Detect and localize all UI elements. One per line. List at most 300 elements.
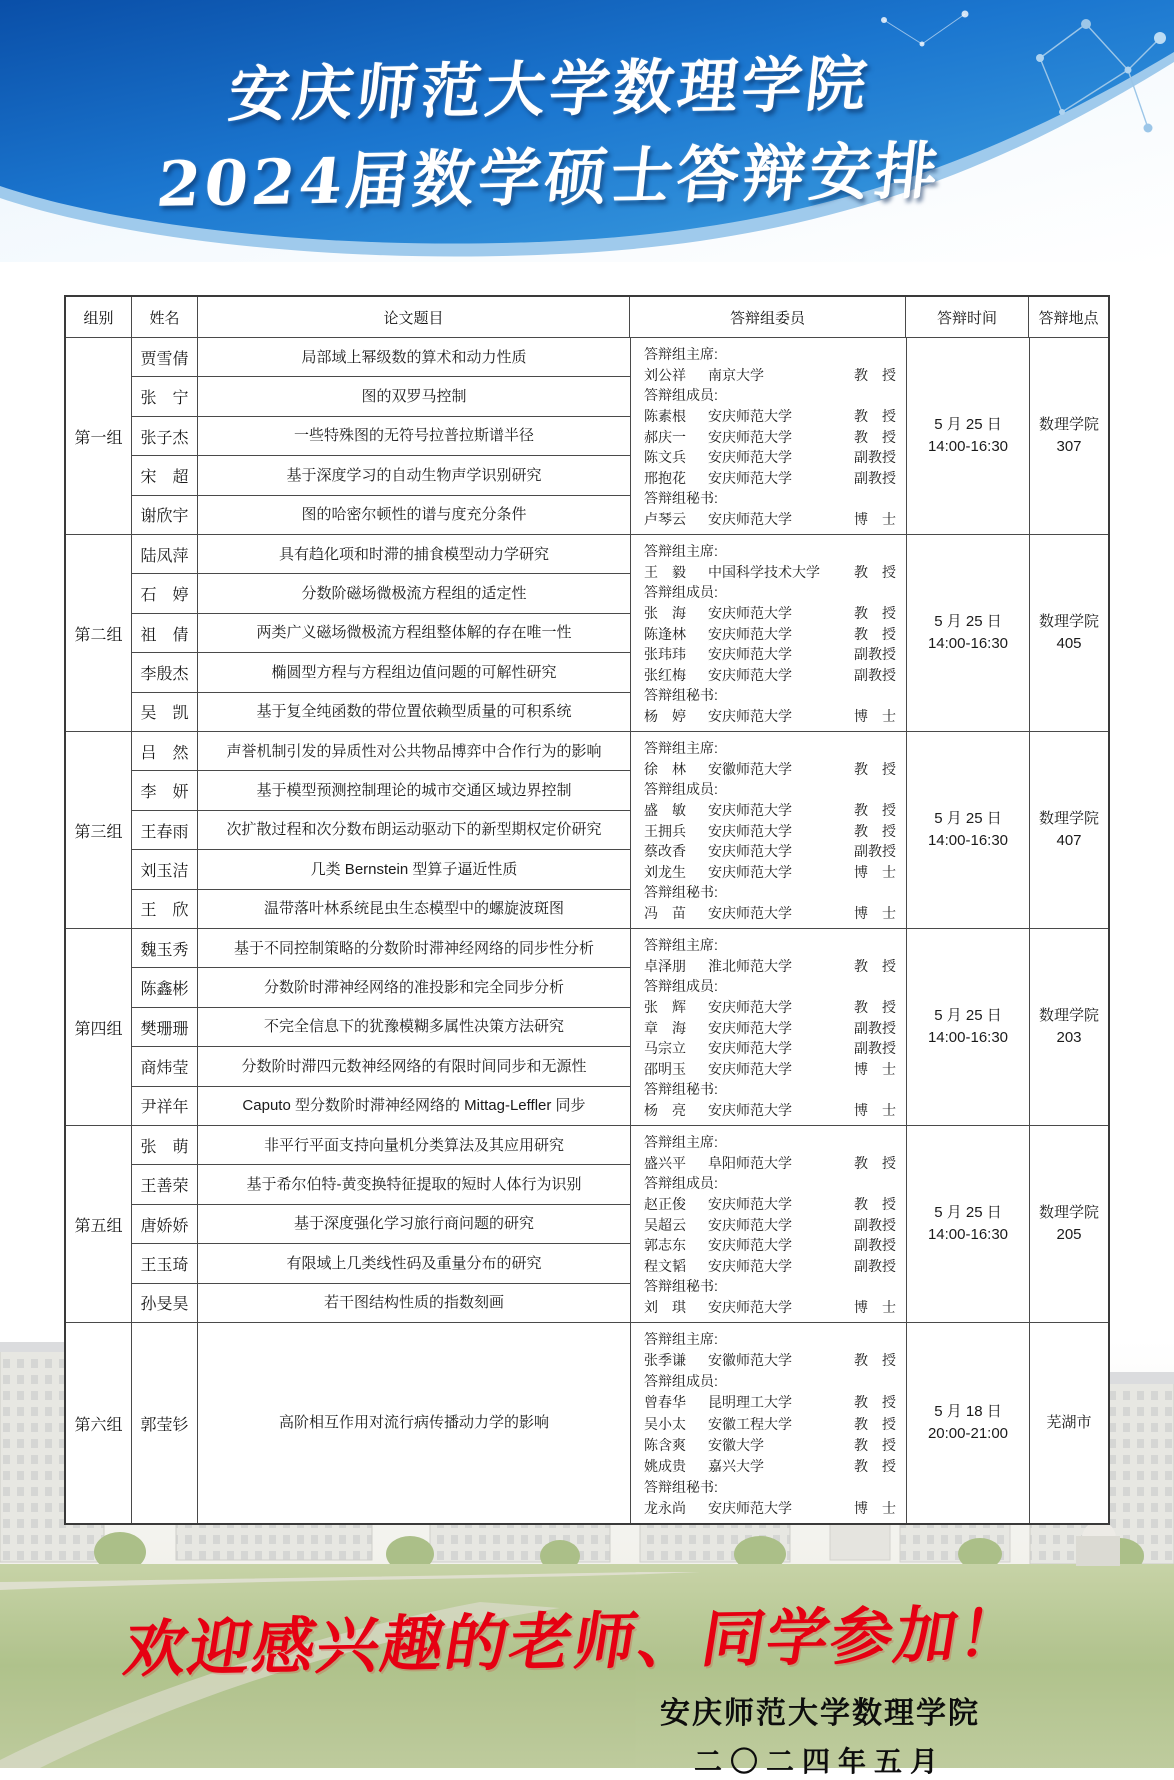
thesis-title: 基于模型预测控制理论的城市交通区域边界控制 <box>256 781 572 799</box>
thesis-title: 若干图结构性质的指数刻画 <box>323 1294 504 1312</box>
committee-member <box>644 1255 896 1276</box>
person-rank: 博 士 <box>854 707 896 724</box>
committee-member <box>644 447 896 468</box>
committee-member <box>644 623 896 644</box>
column-header-time: 答辩时间 <box>906 297 1029 337</box>
committee-member <box>644 664 896 685</box>
student-row <box>132 1007 630 1046</box>
defense-time-cell <box>907 929 1030 1125</box>
committee-members-label: 答辩组成员: <box>644 1175 718 1192</box>
students-column <box>132 1323 631 1523</box>
student-row <box>132 1164 630 1203</box>
person-rank: 教 授 <box>854 801 896 818</box>
defense-location-cell <box>1030 535 1108 731</box>
table-body <box>66 338 1108 1523</box>
person-rank: 副教授 <box>854 666 896 683</box>
defense-time-cell <box>907 732 1030 928</box>
student-name: 李殷杰 <box>132 653 198 691</box>
person-name: 杨 婷 <box>644 707 686 724</box>
student-row <box>132 495 630 534</box>
thesis-title: 两类广义磁场微极流方程组整体解的存在唯一性 <box>256 624 572 642</box>
person-school: 安庆师范大学 <box>708 707 792 724</box>
group-name: 第三组 <box>66 732 132 928</box>
person-school: 嘉兴大学 <box>708 1457 764 1474</box>
committee-members-label: 答辩组成员: <box>644 781 718 798</box>
person-rank: 教 授 <box>854 1351 896 1368</box>
person-name: 郝庆一 <box>644 428 686 445</box>
student-row <box>132 573 630 612</box>
student-row <box>132 929 630 967</box>
person-school: 安庆师范大学 <box>708 1101 792 1118</box>
thesis-title: 分数阶磁场微极流方程组的适定性 <box>301 584 527 602</box>
defense-location-line: 数理学院 <box>1038 810 1099 827</box>
person-name: 冯 苗 <box>644 904 686 921</box>
committee-member <box>644 406 896 427</box>
committee-chair-label: 答辩组主席: <box>644 346 718 363</box>
person-name: 徐 林 <box>644 760 686 777</box>
student-name: 贾雪倩 <box>132 338 198 376</box>
committee-member <box>644 841 896 862</box>
header-banner <box>0 0 1174 262</box>
thesis-title: 基于深度强化学习旅行商问题的研究 <box>293 1215 534 1233</box>
committee-chair <box>644 1349 896 1370</box>
committee-secretary <box>644 706 896 727</box>
student-name: 樊珊珊 <box>132 1008 198 1046</box>
signature-block <box>620 1688 1020 1780</box>
student-name: 王春雨 <box>132 811 198 849</box>
student-row <box>132 732 630 770</box>
defense-location-cell <box>1030 1323 1108 1523</box>
person-name: 姚成贵 <box>644 1457 686 1474</box>
person-name: 陈文兵 <box>644 449 686 466</box>
table-group-row <box>66 1126 1108 1323</box>
committee-secretary <box>644 509 896 530</box>
committee-secretary <box>644 1100 896 1121</box>
person-rank: 副教授 <box>854 1257 896 1274</box>
student-row <box>132 810 630 849</box>
defense-time-line: 5 月 18 日 <box>934 1403 1002 1420</box>
student-name: 宋 超 <box>132 456 198 494</box>
defense-location-line: 203 <box>1056 1029 1082 1046</box>
defense-time-cell <box>907 1323 1030 1523</box>
committee-chair-label: 答辩组主席: <box>644 1134 718 1151</box>
defense-location-line: 307 <box>1056 438 1082 455</box>
student-name: 李 妍 <box>132 771 198 809</box>
person-name: 蔡改香 <box>644 843 686 860</box>
defense-location-line: 数理学院 <box>1038 1204 1099 1221</box>
committee-chair-label: 答辩组主席: <box>644 740 718 757</box>
committee-member <box>644 861 896 882</box>
person-rank: 教 授 <box>854 1436 896 1453</box>
thesis-title: 基于希尔伯特-黄变换特征提取的短时人体行为识别 <box>246 1175 582 1193</box>
signature-date: 二〇二四年五月 <box>693 1745 946 1778</box>
committee-members-label: 答辩组成员: <box>644 387 718 404</box>
person-school: 安庆师范大学 <box>708 407 792 424</box>
person-school: 安庆师范大学 <box>708 1019 792 1036</box>
committee-members-label: 答辩组成员: <box>644 1373 718 1390</box>
student-name: 石 婷 <box>132 574 198 612</box>
student-name: 王玉琦 <box>132 1244 198 1282</box>
column-header-thesis: 论文题目 <box>198 297 630 337</box>
defense-location-cell <box>1030 1126 1108 1322</box>
thesis-title: 图的双罗马控制 <box>361 387 467 405</box>
students-column <box>132 929 631 1125</box>
committee-member <box>644 467 896 488</box>
student-row <box>132 849 630 888</box>
person-school: 安庆师范大学 <box>708 863 792 880</box>
committee-member <box>644 603 896 624</box>
student-row <box>132 770 630 809</box>
student-name: 张 萌 <box>132 1126 198 1164</box>
person-name: 刘公祥 <box>644 366 686 383</box>
student-row <box>132 1323 630 1523</box>
defense-time-line: 20:00-21:00 <box>927 1425 1009 1442</box>
column-header-group: 组别 <box>66 297 132 337</box>
thesis-title: 次扩散过程和次分数布朗运动驱动下的新型期权定价研究 <box>226 821 602 839</box>
defense-location-line: 数理学院 <box>1038 1007 1099 1024</box>
committee-cell <box>631 929 907 1125</box>
person-school: 安庆师范大学 <box>708 1257 792 1274</box>
person-school: 安庆师范大学 <box>708 998 792 1015</box>
committee-member <box>644 1038 896 1059</box>
person-rank: 博 士 <box>854 1101 896 1118</box>
defense-time-cell <box>907 535 1030 731</box>
defense-time-line: 5 月 25 日 <box>934 613 1002 630</box>
committee-chair <box>644 758 896 779</box>
person-school: 安庆师范大学 <box>708 510 792 527</box>
person-name: 程文韬 <box>644 1257 686 1274</box>
students-column <box>132 732 631 928</box>
person-school: 安徽工程大学 <box>708 1415 792 1432</box>
person-name: 陈素根 <box>644 407 686 424</box>
person-name: 刘龙生 <box>644 863 686 880</box>
student-name: 祖 倩 <box>132 614 198 652</box>
person-school: 安徽大学 <box>708 1436 764 1453</box>
person-rank: 教 授 <box>854 1195 896 1212</box>
person-school: 安庆师范大学 <box>708 646 792 663</box>
defense-time-line: 14:00-16:30 <box>927 832 1009 849</box>
person-name: 赵正俊 <box>644 1195 686 1212</box>
person-school: 安庆师范大学 <box>708 604 792 621</box>
person-name: 杨 亮 <box>644 1101 686 1118</box>
person-rank: 教 授 <box>854 822 896 839</box>
person-name: 郭志东 <box>644 1237 686 1254</box>
committee-member <box>644 1434 896 1455</box>
committee-member <box>644 1017 896 1038</box>
thesis-title: 基于复全纯函数的带位置依赖型质量的可积系统 <box>256 703 572 721</box>
committee-chair-label: 答辩组主席: <box>644 937 718 954</box>
committee-cell <box>631 338 907 534</box>
person-school: 安庆师范大学 <box>708 1060 792 1077</box>
thesis-title: 高阶相互作用对流行病传播动力学的影响 <box>278 1414 549 1432</box>
person-rank: 教 授 <box>854 1415 896 1432</box>
defense-time-line: 14:00-16:30 <box>927 1029 1009 1046</box>
student-name: 唐娇娇 <box>132 1205 198 1243</box>
person-name: 龙永尚 <box>644 1500 686 1517</box>
person-school: 中国科学技术大学 <box>708 563 820 580</box>
poster-title-line1: 安庆师范大学数理学院 <box>225 49 874 131</box>
student-name: 谢欣宇 <box>132 496 198 534</box>
person-rank: 博 士 <box>854 1298 896 1315</box>
person-name: 曾春华 <box>644 1394 686 1411</box>
person-rank: 博 士 <box>854 863 896 880</box>
students-column <box>132 338 631 534</box>
person-rank: 副教授 <box>854 1216 896 1233</box>
committee-secretary <box>644 903 896 924</box>
student-name: 郭莹钐 <box>132 1323 198 1523</box>
group-name: 第六组 <box>66 1323 132 1523</box>
committee-member <box>644 644 896 665</box>
person-name: 张季谦 <box>644 1351 686 1368</box>
group-name: 第五组 <box>66 1126 132 1322</box>
person-rank: 副教授 <box>854 1040 896 1057</box>
person-school: 安庆师范大学 <box>708 1500 792 1517</box>
group-name: 第一组 <box>66 338 132 534</box>
committee-member <box>644 997 896 1018</box>
person-name: 邢抱花 <box>644 469 686 486</box>
person-rank: 教 授 <box>854 1154 896 1171</box>
thesis-title: 一些特殊图的无符号拉普拉斯谱半径 <box>293 427 534 445</box>
defense-location-cell <box>1030 732 1108 928</box>
student-row <box>132 1204 630 1243</box>
person-name: 卢琴云 <box>644 510 686 527</box>
person-school: 安庆师范大学 <box>708 625 792 642</box>
student-name: 陈鑫彬 <box>132 968 198 1006</box>
defense-location-cell <box>1030 929 1108 1125</box>
committee-cell <box>631 1126 907 1322</box>
column-header-committee: 答辩组委员 <box>630 297 906 337</box>
table-group-row <box>66 929 1108 1126</box>
person-name: 王 毅 <box>644 563 686 580</box>
committee-secretary-label: 答辩组秘书: <box>644 1479 718 1496</box>
committee-chair-label: 答辩组主席: <box>644 543 718 560</box>
student-row <box>132 535 630 573</box>
person-school: 安庆师范大学 <box>708 666 792 683</box>
student-row <box>132 1283 630 1322</box>
person-name: 盛兴平 <box>644 1154 686 1171</box>
person-rank: 副教授 <box>854 1237 896 1254</box>
student-row <box>132 1243 630 1282</box>
student-row <box>132 338 630 376</box>
person-name: 盛 敏 <box>644 801 686 818</box>
student-row <box>132 652 630 691</box>
student-name: 张子杰 <box>132 417 198 455</box>
defense-location-line: 405 <box>1056 635 1082 652</box>
student-row <box>132 416 630 455</box>
person-rank: 副教授 <box>854 843 896 860</box>
committee-member <box>644 800 896 821</box>
defense-time-cell <box>907 338 1030 534</box>
student-name: 孙旻昊 <box>132 1284 198 1322</box>
committee-members-label: 答辩组成员: <box>644 978 718 995</box>
person-rank: 教 授 <box>854 998 896 1015</box>
thesis-title: 基于不同控制策略的分数阶时滞神经网络的同步性分析 <box>233 939 594 957</box>
student-name: 王 欣 <box>132 890 198 928</box>
person-school: 安庆师范大学 <box>708 801 792 818</box>
student-name: 尹祥年 <box>132 1087 198 1125</box>
defense-location-line: 数理学院 <box>1038 613 1099 630</box>
committee-secretary <box>644 1297 896 1318</box>
person-rank: 副教授 <box>854 469 896 486</box>
person-school: 淮北师范大学 <box>708 957 792 974</box>
committee-secretary-label: 答辩组秘书: <box>644 687 718 704</box>
person-school: 安庆师范大学 <box>708 1040 792 1057</box>
thesis-title: 不完全信息下的犹豫模糊多属性决策方法研究 <box>263 1018 564 1036</box>
defense-location-line: 芜湖市 <box>1046 1414 1092 1431</box>
column-header-location: 答辩地点 <box>1038 309 1099 327</box>
thesis-title: 分数阶时滞神经网络的准投影和完全同步分析 <box>263 978 564 996</box>
defense-time-line: 5 月 25 日 <box>934 1204 1002 1221</box>
committee-cell <box>631 732 907 928</box>
student-name: 陆凤萍 <box>132 535 198 573</box>
student-row <box>132 376 630 415</box>
person-rank: 副教授 <box>854 646 896 663</box>
table-group-row <box>66 535 1108 732</box>
person-name: 马宗立 <box>644 1040 686 1057</box>
person-rank: 博 士 <box>854 1500 896 1517</box>
person-rank: 教 授 <box>854 407 896 424</box>
person-rank: 教 授 <box>854 625 896 642</box>
person-name: 王拥兵 <box>644 822 686 839</box>
student-row <box>132 889 630 928</box>
person-school: 安庆师范大学 <box>708 1298 792 1315</box>
student-row <box>132 1126 630 1164</box>
person-rank: 博 士 <box>854 1060 896 1077</box>
person-name: 陈逢林 <box>644 625 686 642</box>
person-name: 刘 琪 <box>644 1298 686 1315</box>
committee-members-label: 答辩组成员: <box>644 584 718 601</box>
person-name: 吴小太 <box>644 1415 686 1432</box>
students-column <box>132 1126 631 1322</box>
defense-time-line: 5 月 25 日 <box>934 416 1002 433</box>
thesis-title: 声誉机制引发的异质性对公共物品博弈中合作行为的影响 <box>226 742 602 760</box>
committee-member <box>644 1214 896 1235</box>
committee-secretary <box>644 1498 896 1519</box>
signature-school: 安庆师范大学数理学院 <box>660 1696 980 1731</box>
person-rank: 教 授 <box>854 366 896 383</box>
person-rank: 教 授 <box>854 1457 896 1474</box>
thesis-title: 基于深度学习的自动生物声学识别研究 <box>286 466 542 484</box>
defense-location-cell <box>1030 338 1108 534</box>
committee-member <box>644 820 896 841</box>
thesis-title: 局部域上幂级数的算术和动力性质 <box>301 348 527 366</box>
group-name: 第二组 <box>66 535 132 731</box>
committee-member <box>644 1392 896 1413</box>
student-row <box>132 1046 630 1085</box>
defense-time-line: 14:00-16:30 <box>927 1226 1009 1243</box>
thesis-title: 有限域上几类线性码及重量分布的研究 <box>286 1254 542 1272</box>
person-rank: 教 授 <box>854 760 896 777</box>
person-name: 卓泽朋 <box>644 957 686 974</box>
table-group-row <box>66 1323 1108 1523</box>
person-school: 安庆师范大学 <box>708 428 792 445</box>
committee-cell <box>631 1323 907 1523</box>
committee-chair <box>644 955 896 976</box>
committee-secretary-label: 答辩组秘书: <box>644 884 718 901</box>
committee-chair <box>644 561 896 582</box>
person-rank: 副教授 <box>854 1019 896 1036</box>
welcome-slogan: 欢迎感兴趣的老师、同学参加！ <box>119 1597 1030 1686</box>
person-rank: 博 士 <box>854 510 896 527</box>
thesis-title: 温带落叶林系统昆虫生态模型中的螺旋波斑图 <box>263 900 564 918</box>
student-row <box>132 1086 630 1125</box>
student-name: 魏玉秀 <box>132 929 198 967</box>
defense-time-line: 14:00-16:30 <box>927 438 1009 455</box>
person-name: 邵明玉 <box>644 1060 686 1077</box>
person-name: 张玮玮 <box>644 646 686 663</box>
committee-chair <box>644 364 896 385</box>
person-rank: 教 授 <box>854 563 896 580</box>
person-school: 安庆师范大学 <box>708 822 792 839</box>
person-rank: 教 授 <box>854 428 896 445</box>
defense-time-line: 5 月 25 日 <box>934 1007 1002 1024</box>
student-name: 商炜莹 <box>132 1047 198 1085</box>
student-row <box>132 613 630 652</box>
committee-secretary-label: 答辩组秘书: <box>644 1278 718 1295</box>
thesis-title: 图的哈密尔顿性的谱与度充分条件 <box>301 506 527 524</box>
person-name: 吴超云 <box>644 1216 686 1233</box>
student-name: 王善荣 <box>132 1165 198 1203</box>
table-group-row <box>66 338 1108 535</box>
person-name: 章 海 <box>644 1019 686 1036</box>
thesis-title: 几类 Bernstein 型算子逼近性质 <box>310 860 518 878</box>
student-row <box>132 692 630 731</box>
defense-time-line: 14:00-16:30 <box>927 635 1009 652</box>
table-group-row <box>66 732 1108 929</box>
person-rank: 副教授 <box>854 449 896 466</box>
students-column <box>132 535 631 731</box>
committee-member <box>644 1194 896 1215</box>
person-school: 安庆师范大学 <box>708 1237 792 1254</box>
defense-location-line: 407 <box>1056 832 1082 849</box>
person-school: 安庆师范大学 <box>708 904 792 921</box>
committee-member <box>644 1235 896 1256</box>
defense-location-line: 205 <box>1056 1226 1082 1243</box>
person-rank: 教 授 <box>854 604 896 621</box>
person-school: 安庆师范大学 <box>708 1195 792 1212</box>
defense-time-cell <box>907 1126 1030 1322</box>
person-name: 张 海 <box>644 604 686 621</box>
person-school: 安徽师范大学 <box>708 760 792 777</box>
student-row <box>132 967 630 1006</box>
column-header-name: 姓名 <box>132 297 198 337</box>
committee-secretary-label: 答辩组秘书: <box>644 1081 718 1098</box>
thesis-title: 椭圆型方程与方程组边值问题的可解性研究 <box>271 663 557 681</box>
student-row <box>132 455 630 494</box>
defense-time-line: 5 月 25 日 <box>934 810 1002 827</box>
person-school: 安庆师范大学 <box>708 843 792 860</box>
committee-member <box>644 1455 896 1476</box>
committee-member <box>644 426 896 447</box>
student-name: 刘玉洁 <box>132 850 198 888</box>
person-name: 张 辉 <box>644 998 686 1015</box>
group-name: 第四组 <box>66 929 132 1125</box>
thesis-title: 分数阶时滞四元数神经网络的有限时间同步和无源性 <box>241 1057 587 1075</box>
committee-member <box>644 1058 896 1079</box>
person-rank: 博 士 <box>854 904 896 921</box>
person-school: 安庆师范大学 <box>708 469 792 486</box>
table-header-row <box>66 297 1108 338</box>
thesis-title: 具有趋化项和时滞的捕食模型动力学研究 <box>278 545 549 563</box>
committee-chair <box>644 1152 896 1173</box>
person-name: 张红梅 <box>644 666 686 683</box>
person-school: 昆明理工大学 <box>708 1394 792 1411</box>
student-name: 张 宁 <box>132 377 198 415</box>
defense-schedule-table <box>64 295 1110 1525</box>
person-school: 南京大学 <box>708 366 764 383</box>
committee-secretary-label: 答辩组秘书: <box>644 490 718 507</box>
poster-title-line2: 2024届数学硕士答辩安排 <box>153 134 946 221</box>
